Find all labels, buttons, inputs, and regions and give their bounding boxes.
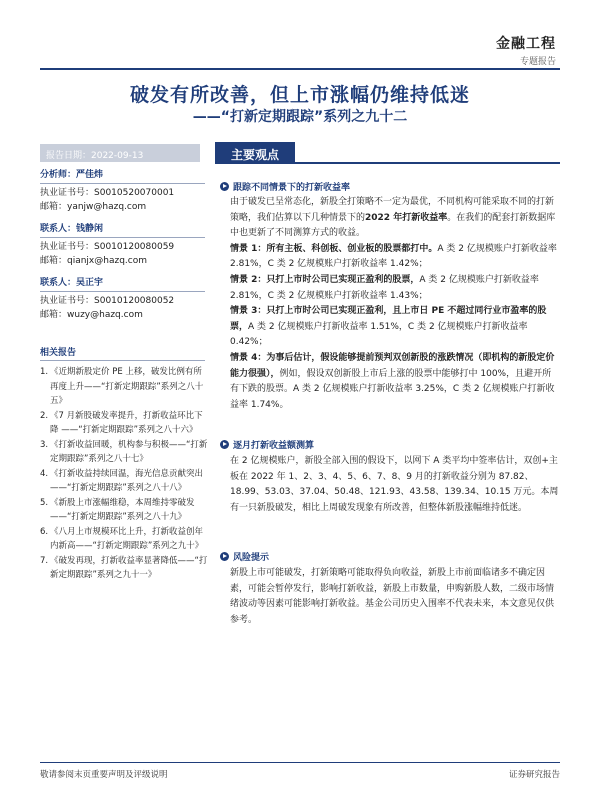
section-heading: 跟踪不同情景下的打新收益率 <box>220 180 350 193</box>
bullet-arrow-icon <box>220 440 229 449</box>
footer-disclaimer: 敬请参阅末页重要声明及评级说明 <box>40 770 168 780</box>
analyst-block <box>40 168 205 214</box>
footer-label: 证券研究报告 <box>508 770 560 780</box>
section-body: 由于破发已呈常态化，新股全打策略不一定为最优，不同机构可能采取不同的打新策略，我们估算以下几种情景下的2022 年打新收益率。在我们的配套打新数据库中也更新了不同测算方式的收益。 情景 1：所有主板、科创板、创业板的股票都打中。A 类 2 亿规模账户打新收益率 2.81%，C 类 2 亿规模账户打新收益率 1.42%； 情景 2：只打上市时公司已实现正盈利的股票，A 类 2 亿规模账户打新收益率 2.81%，C 类 2 亿规模账户打新收益率 1.43%； 情景 3：只打上市时公司已实现正盈利，且上市日 PE 不超过同行业市盈率的股票，A 类 2 亿规模账户打新收益率 1.51%，C 类 2 亿规模账户打新收益率 0.42%； 情景 4：为事后估计，假设能够提前预判双创新股的涨跌情况（即机构的新股定价能力很强），例如，假设双创新股上市后上涨的股票中能够打中 100%，且避开所有下跌的股票。A 类 2 亿规模账户打新收益率 3.25%，C 类 2 亿规模账户打新收益率 1.74%。 <box>220 195 560 413</box>
list-item[interactable]: 5. 《新股上市涨幅维稳，本周维持零破发——“打新定期跟踪”系列之八十九》 <box>40 497 195 522</box>
report-date: 报告日期：2022-09-13 <box>40 144 200 162</box>
section-heading: 风险提示 <box>220 550 269 563</box>
list-item[interactable]: 6. 《八月上市规模环比上升，打新收益创年内新高——“打新定期跟踪”系列之九十》 <box>40 526 204 551</box>
list-item[interactable]: 2. 《7 月新股破发率提升，打新收益环比下降 ——“打新定期跟踪”系列之八十六》 <box>40 410 203 435</box>
contact-email: 邮箱：qianjx@hazq.com <box>40 256 147 266</box>
analyst-name: 分析师：严佳炜 <box>40 168 205 184</box>
list-item[interactable]: 4. 《打新收益持续回温，海光信息贡献突出——“打新定期跟踪”系列之八十八》 <box>40 468 204 493</box>
contact-email: 邮箱：wuzy@hazq.com <box>40 310 143 320</box>
scenario-1: 情景 1：所有主板、科创板、创业板的股票都打中。A 类 2 亿规模账户打新收益率 2.81%，C 类 2 亿规模账户打新收益率 1.42%； <box>230 243 557 270</box>
contact-block <box>40 276 205 322</box>
main-heading: 主要观点 <box>215 142 295 164</box>
report-subtitle: ——“打新定期跟踪”系列之九十二 <box>192 109 408 125</box>
header-divider <box>40 68 560 70</box>
contact-name: 联系人：吴正宇 <box>40 276 205 292</box>
section-body: 新股上市可能破发，打新策略可能取得负向收益，新股上市前面临诸多不确定因素，可能会暂停发行，影响打新收益，新股上市数量，申购新股人数，二级市场情绪波动等因素可能影响打新收益。基金公司历史入围率不代表未来，本文意见仅供参考。 <box>230 568 555 625</box>
scenario-3: 情景 3：只打上市时公司已实现正盈利，且上市日 PE 不超过同行业市盈率的股票，A 类 2 亿规模账户打新收益率 1.51%，C 类 2 亿规模账户打新收益率 0.42%； <box>230 306 547 348</box>
related-reports-heading: 相关报告 <box>40 345 205 361</box>
scenario-4: 情景 4：为事后估计，假设能够提前预判双创新股的涨跌情况（即机构的新股定价能力很强），例如，假设双创新股上市后上涨的股票中能够打中 100%，且避开所有下跌的股票。A 类 2 亿规模账户打新收益率 3.25%，C 类 2 亿规模账户打新收益率 1.74%。 <box>230 352 555 410</box>
analyst-license: 执业证书号：S0010520070001 <box>40 188 175 198</box>
scenario-2: 情景 2：只打上市时公司已实现正盈利的股票，A 类 2 亿规模账户打新收益率 2.81%，C 类 2 亿规模账户打新收益率 1.43%； <box>230 274 539 301</box>
contact-block <box>40 222 205 268</box>
bullet-arrow-icon <box>220 182 229 191</box>
report-title: 破发有所改善，但上市涨幅仍维持低迷 <box>129 84 470 106</box>
footer-divider <box>40 762 560 763</box>
related-reports-list <box>40 365 208 583</box>
contact-name: 联系人：钱静闲 <box>40 222 205 238</box>
main-heading-bar <box>215 142 560 164</box>
list-item[interactable]: 3. 《打新收益回暖，机构参与积极——“打新定期跟踪”系列之八十七》 <box>40 439 208 464</box>
list-item[interactable]: 1. 《近期新股定价 PE 上移，破发比例有所再度上升——“打新定期跟踪”系列之八十五》 <box>40 367 204 406</box>
list-item[interactable]: 7. 《破发再现，打新收益率显著降低——“打新定期跟踪”系列之九十一》 <box>40 555 208 580</box>
contact-license: 执业证书号：S0010120080052 <box>40 296 175 306</box>
section-heading: 逐月打新收益额测算 <box>220 438 314 451</box>
report-subcategory: 专题报告 <box>519 57 556 67</box>
contact-license: 执业证书号：S0010120080059 <box>40 242 175 252</box>
section-body: 在 2 亿规模账户，新股全部入围的假设下，以网下 A 类平均中签率估计，双创+主板在 2022 年 1、2、3、4、5、6、7、8、9 月的打新收益分别为 87.82、18.99、53.03、37.04、50.48、121.93、43.58、139.34、10.15 万元。本周有一只新股破发，相比上周破发现象有所改善，但整体新股涨幅维持低迷。 <box>230 456 559 513</box>
report-category: 金融工程 <box>496 36 556 52</box>
analyst-email: 邮箱：yanjw@hazq.com <box>40 202 147 212</box>
bullet-arrow-icon <box>220 552 229 561</box>
